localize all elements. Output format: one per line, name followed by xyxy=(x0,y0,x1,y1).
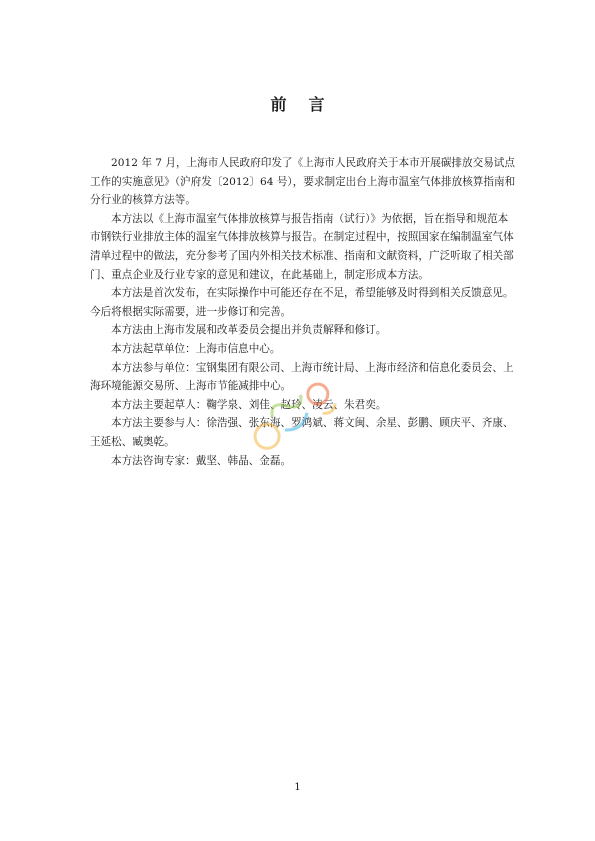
paragraph-consultants: 本方法咨询专家：戴坚、韩晶、金磊。 xyxy=(111,454,292,467)
paragraph-proposer: 本方法由上海市发展和改革委员会提出并负责解释和修订。 xyxy=(111,324,387,337)
paragraph-basis: 本方法以《上海市温室气体排放核算与报告指南（试行）》为依据，旨在指导和规范本 市钢铁行业排放主体的温室气体排放核算与报告。在制定过程中，按照国家在编制温室气体 清单过程中的做法，充分参考了国内外相关技术标准、指南和文献资料，广泛听取了相关部 门、重点企业及行业专家的意见和建议，在此基础上，制定形成本方法。 xyxy=(90,212,514,281)
page-title: 前言 xyxy=(270,95,347,114)
paragraph-main-participants: 本方法主要参与人：徐浩强、张东海、罗鸿斌、蒋文闽、余星、彭鹏、顾庆平、齐康、 王延松、臧奥乾。 xyxy=(90,417,514,448)
paragraph-background: 2012 年 7 月，上海市人民政府印发了《上海市人民政府关于本市开展碳排放交易试点 工作的实施意见》（沪府发〔2012〕64 号），要求制定出台上海市温室气体排放核算指南和 分行业的核算方法等。 xyxy=(90,157,516,207)
page-number: 1 xyxy=(294,782,301,793)
paragraph-main-drafters: 本方法主要起草人：鞠学泉、刘佳、赵玲、凌云、朱君奕。 xyxy=(111,398,387,411)
paragraph-participating-units: 本方法参与单位：宝钢集团有限公司、上海市统计局、上海市经济和信息化委员会、上 海环境能源交易所、上海市节能减排中心。 xyxy=(90,361,514,393)
paragraph-drafting-unit: 本方法起草单位：上海市信息中心。 xyxy=(111,342,281,355)
paragraph-first-release: 本方法是首次发布，在实际操作中可能还存在不足，希望能够及时得到相关反馈意见。 今后将根据实际需要，进一步修订和完善。 xyxy=(90,287,514,318)
